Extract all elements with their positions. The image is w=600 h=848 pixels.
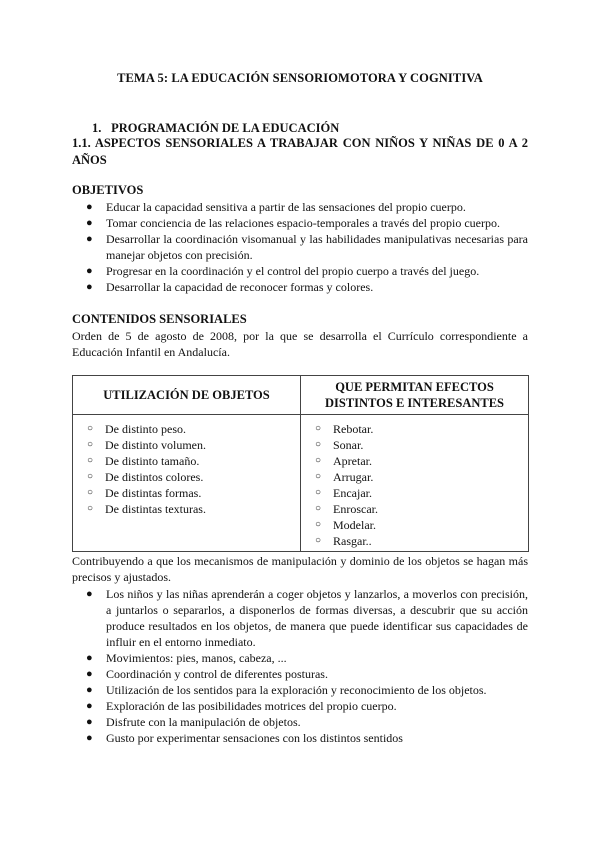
bullet-icon: ● [86, 265, 93, 277]
circle-bullet-icon: ○ [315, 423, 322, 434]
final-list [72, 586, 528, 746]
list-item: ○ Modelar. [315, 518, 376, 532]
circle-bullet-icon: ○ [87, 439, 94, 450]
bullet-icon: ● [86, 684, 93, 696]
list-item: ○ De distintas texturas. [87, 502, 206, 516]
objetivos-heading: OBJETIVOS [72, 183, 144, 197]
bullet-icon: ● [86, 668, 93, 680]
section-1-label: PROGRAMACIÓN DE LA EDUCACIÓN [111, 121, 340, 135]
circle-bullet-icon: ○ [87, 455, 94, 466]
bullet-icon: ● [86, 201, 93, 213]
list-item: ○ Encajar. [315, 486, 372, 500]
circle-bullet-icon: ○ [87, 503, 94, 514]
list-item: ○ Enroscar. [315, 502, 378, 516]
circle-bullet-icon: ○ [315, 503, 322, 514]
bullet-icon: ● [86, 652, 93, 664]
circle-bullet-icon: ○ [87, 423, 94, 434]
section-1-number: 1. [92, 121, 102, 135]
circle-bullet-icon: ○ [87, 487, 94, 498]
document-title: TEMA 5: LA EDUCACIÓN SENSORIOMOTORA Y COGNITIVA [117, 71, 483, 85]
list-item: ○ De distinto volumen. [87, 438, 206, 452]
section-1-1-heading-cont: AÑOS [72, 153, 107, 167]
list-item: ○ De distintas formas. [87, 486, 202, 500]
bullet-icon: ● [86, 217, 93, 229]
list-item: ○ De distinto peso. [87, 422, 186, 436]
circle-bullet-icon: ○ [315, 455, 322, 466]
list-item: ○ Sonar. [315, 438, 364, 452]
list-item: ○ De distintos colores. [87, 470, 204, 484]
list-item: ● Los niños y las niñas aprenderán a coger objetos y lanzarlos, a moverlos con precisión, a juntarlos o separarlos, a disponerlos de formas diversas, a descubrir que su acción produce resultados en los objetos, de manera que puede identificar sus capacidades de influir en el entorno inmediato. [86, 587, 528, 649]
table-cell-efectos [301, 415, 529, 552]
list-item: ● Progresar en la coordinación y el control del propio cuerpo a través del juego. [86, 264, 480, 278]
circle-bullet-icon: ○ [315, 487, 322, 498]
circle-bullet-icon: ○ [315, 519, 322, 530]
bullet-icon: ● [86, 716, 93, 728]
list-item: ○ De distinto tamaño. [87, 454, 200, 468]
list-item: ● Disfrute con la manipulación de objetos. [86, 715, 301, 729]
table-header-efectos: QUE PERMITAN EFECTOS DISTINTOS E INTERESANTES [301, 376, 529, 415]
orden-paragraph: Orden de 5 de agosto de 2008, por la que se desarrolla el Currículo correspondiente a Educación Infantil en Andalucía. [72, 329, 528, 359]
bullet-icon: ● [86, 588, 93, 600]
contenidos-heading: CONTENIDOS SENSORIALES [72, 312, 247, 326]
list-item: ● Desarrollar la coordinación visomanual y las habilidades manipulativas necesarias para manejar objetos con precisión. [86, 232, 528, 262]
table-cell-objetos [73, 415, 301, 552]
list-item: ● Movimientos: pies, manos, cabeza, ... [86, 651, 287, 665]
circle-bullet-icon: ○ [87, 471, 94, 482]
list-item: ○ Rebotar. [315, 422, 374, 436]
table-header-objetos: UTILIZACIÓN DE OBJETOS [73, 376, 301, 415]
sensory-content-table [72, 375, 529, 552]
list-item: ● Desarrollar la capacidad de reconocer formas y colores. [86, 280, 374, 294]
list-item: ● Utilización de los sentidos para la exploración y reconocimiento de los objetos. [86, 683, 487, 697]
objetivos-list [72, 199, 528, 295]
list-item: ● Coordinación y control de diferentes posturas. [86, 667, 328, 681]
bullet-icon: ● [86, 732, 93, 744]
section-1-heading [92, 121, 339, 136]
circle-bullet-icon: ○ [315, 439, 322, 450]
list-item: ○ Rasgar.. [315, 534, 372, 548]
list-item: ○ Arrugar. [315, 470, 374, 484]
circle-bullet-icon: ○ [315, 471, 322, 482]
bullet-icon: ● [86, 700, 93, 712]
bullet-icon: ● [86, 233, 93, 245]
list-item: ● Educar la capacidad sensitiva a partir de las sensaciones del propio cuerpo. [86, 200, 466, 214]
bullet-icon: ● [86, 281, 93, 293]
list-item: ○ Apretar. [315, 454, 372, 468]
list-item: ● Tomar conciencia de las relaciones espacio-temporales a través del propio cuerpo. [86, 216, 500, 230]
list-item: ● Exploración de las posibilidades motrices del propio cuerpo. [86, 699, 397, 713]
list-item: ● Gusto por experimentar sensaciones con los distintos sentidos [86, 731, 403, 745]
circle-bullet-icon: ○ [315, 535, 322, 546]
contribuyendo-paragraph: Contribuyendo a que los mecanismos de manipulación y dominio de los objetos se hagan más precisos y ajustados. [72, 554, 528, 584]
section-1-1-heading: 1.1. ASPECTOS SENSORIALES A TRABAJAR CON NIÑOS Y NIÑAS DE 0 A 2 [72, 136, 528, 150]
